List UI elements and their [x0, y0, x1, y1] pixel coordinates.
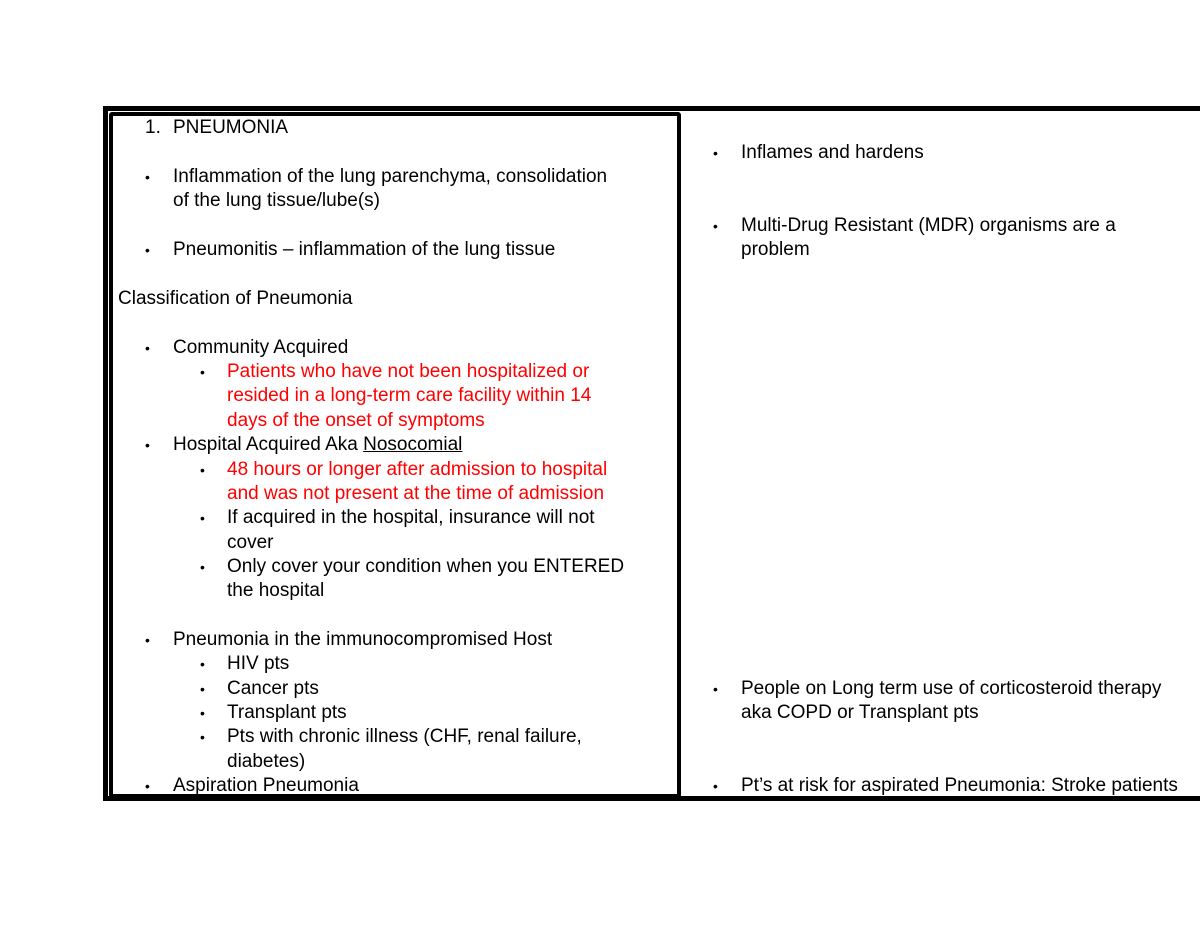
note-inflames: Inflames and hardens	[741, 142, 924, 163]
bullet-icon: •	[713, 145, 718, 161]
bullet-icon: •	[713, 218, 718, 234]
classification-heading: Classification of Pneumonia	[118, 288, 353, 309]
definition-line-2: of the lung tissue/lube(s)	[173, 190, 381, 211]
bullet-icon: •	[200, 705, 205, 721]
community-acquired-label: Community Acquired	[173, 337, 349, 358]
hospital-detail-1-line-2: and was not present at the time of admission	[227, 483, 605, 504]
bullet-icon: •	[200, 364, 205, 380]
bullet-icon: •	[200, 510, 205, 526]
hospital-acquired-label	[173, 433, 462, 457]
hospital-acquired-prefix: Hospital Acquired Aka	[173, 434, 364, 455]
definition-line-1: Inflammation of the lung parenchyma, consolidation	[173, 166, 608, 187]
bullet-icon: •	[145, 169, 150, 185]
bullet-icon: •	[713, 778, 718, 794]
bullet-icon: •	[200, 681, 205, 697]
note-aspiration-risk: Pt’s at risk for aspirated Pneumonia: Stroke patients	[741, 775, 1178, 796]
immuno-item-transplant: Transplant pts	[227, 702, 347, 723]
community-detail-line-2: resided in a long-term care facility within 14	[227, 385, 592, 406]
immuno-chronic-line-2: diabetes)	[227, 751, 306, 772]
bullet-icon: •	[200, 656, 205, 672]
bullet-icon: •	[145, 632, 150, 648]
hospital-detail-3-line-2: the hospital	[227, 580, 325, 601]
hospital-detail-1-line-1: 48 hours or longer after admission to hospital	[227, 459, 608, 480]
immuno-item-cancer: Cancer pts	[227, 678, 319, 699]
immuno-chronic-line-1: Pts with chronic illness (CHF, renal failure,	[227, 726, 582, 747]
bullet-icon: •	[200, 559, 205, 575]
bullet-icon: •	[145, 437, 150, 453]
pneumonitis-definition: Pneumonitis – inflammation of the lung tissue	[173, 239, 556, 260]
note-corticosteroid-line-2: aka COPD or Transplant pts	[741, 702, 979, 723]
aspiration-label: Aspiration Pneumonia	[173, 775, 359, 796]
hospital-detail-3-line-1: Only cover your condition when you ENTERED	[227, 556, 625, 577]
hospital-detail-2-line-2: cover	[227, 532, 274, 553]
bullet-icon: •	[145, 778, 150, 794]
hospital-detail-2-line-1: If acquired in the hospital, insurance will not	[227, 507, 595, 528]
immunocompromised-label: Pneumonia in the immunocompromised Host	[173, 629, 553, 650]
note-mdr-line-1: Multi-Drug Resistant (MDR) organisms are a	[741, 215, 1116, 236]
heading-number: 1.	[145, 117, 161, 138]
bullet-icon: •	[200, 462, 205, 478]
nosocomial-term: Nosocomial	[363, 434, 463, 455]
bullet-icon: •	[145, 242, 150, 258]
bullet-icon: •	[145, 340, 150, 356]
note-corticosteroid-line-1: People on Long term use of corticosteroid therapy	[741, 678, 1162, 699]
immuno-item-hiv: HIV pts	[227, 653, 290, 674]
community-detail-line-1: Patients who have not been hospitalized or	[227, 361, 590, 382]
bullet-icon: •	[200, 729, 205, 745]
bullet-icon: •	[713, 681, 718, 697]
note-mdr-line-2: problem	[741, 239, 810, 260]
community-detail-line-3: days of the onset of symptoms	[227, 410, 485, 431]
heading: PNEUMONIA	[173, 117, 289, 138]
